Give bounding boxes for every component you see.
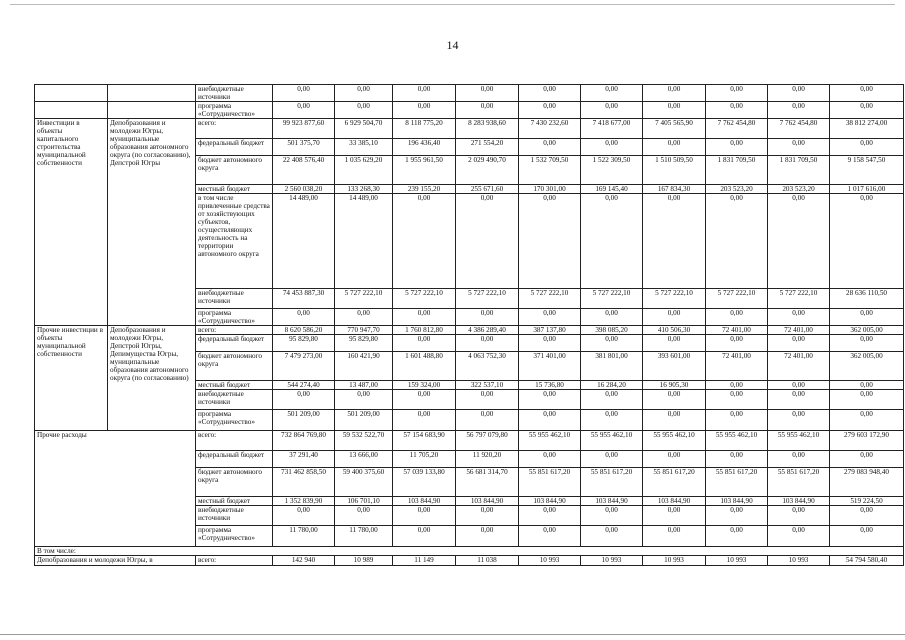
amount-cell: 0,00	[581, 506, 643, 526]
responsible-executor	[108, 102, 196, 119]
amount-cell: 10 989	[335, 556, 393, 566]
amount-cell: 57 039 133,80	[393, 468, 456, 497]
amount-cell: 0,00	[273, 85, 335, 102]
amount-cell: 5 727 222,10	[706, 289, 768, 309]
amount-cell: 22 408 576,40	[273, 156, 335, 185]
amount-cell: 57 154 683,90	[393, 431, 456, 451]
amount-cell: 1 831 709,50	[706, 156, 768, 185]
amount-cell: 0,00	[393, 506, 456, 526]
amount-cell: 103 844,90	[456, 497, 519, 506]
amount-cell: 196 436,40	[393, 139, 456, 156]
amount-cell: 10 993	[519, 556, 581, 566]
amount-cell: 0,00	[519, 85, 581, 102]
amount-cell: 2 029 490,70	[456, 156, 519, 185]
amount-cell: 0,00	[393, 194, 456, 289]
amount-cell: 1 522 309,50	[581, 156, 643, 185]
table-row	[35, 119, 904, 139]
program-name: Прочие инвестиции в объекты муниципальной собственности	[35, 326, 108, 431]
amount-cell: 371 401,00	[519, 352, 581, 381]
funding-source: местный бюджет	[196, 497, 273, 506]
amount-cell: 0,00	[393, 102, 456, 119]
amount-cell: 0,00	[706, 410, 768, 431]
amount-cell: 74 453 887,30	[273, 289, 335, 309]
funding-source: внебюджетные источники	[196, 289, 273, 309]
amount-cell: 0,00	[768, 309, 830, 326]
amount-cell: 0,00	[519, 139, 581, 156]
funding-source: бюджет автономного округа	[196, 352, 273, 381]
program-name	[35, 85, 108, 102]
amount-cell: 33 385,10	[335, 139, 393, 156]
funding-source: внебюджетные источники	[196, 506, 273, 526]
amount-cell: 55 955 462,10	[768, 431, 830, 451]
amount-cell: 0,00	[335, 102, 393, 119]
responsible-executor: Депобразования и молодежи Югры, Депстрой Югры, Депимущества Югры, муниципальные образования автономного округа (по согласованию)	[108, 326, 196, 431]
amount-cell: 0,00	[393, 309, 456, 326]
amount-cell: 5 727 222,10	[393, 289, 456, 309]
amount-cell: 0,00	[768, 194, 830, 289]
amount-cell: 279 083 948,40	[830, 468, 904, 497]
funding-source: федеральный бюджет	[196, 139, 273, 156]
amount-cell: 0,00	[706, 85, 768, 102]
amount-cell: 7 762 454,80	[768, 119, 830, 139]
amount-cell: 142 940	[273, 556, 335, 566]
amount-cell: 13 487,00	[335, 381, 393, 390]
amount-cell: 0,00	[830, 85, 904, 102]
funding-source: всего:	[196, 431, 273, 451]
amount-cell: 0,00	[706, 194, 768, 289]
amount-cell: 0,00	[273, 102, 335, 119]
amount-cell: 0,00	[581, 410, 643, 431]
amount-cell: 1 352 839,90	[273, 497, 335, 506]
amount-cell: 1 955 961,50	[393, 156, 456, 185]
amount-cell: 0,00	[581, 139, 643, 156]
amount-cell: 0,00	[519, 451, 581, 468]
amount-cell: 106 701,10	[335, 497, 393, 506]
amount-cell: 103 844,90	[768, 497, 830, 506]
amount-cell: 0,00	[581, 390, 643, 410]
amount-cell: 99 923 877,60	[273, 119, 335, 139]
amount-cell: 0,00	[643, 451, 706, 468]
amount-cell: 0,00	[830, 194, 904, 289]
amount-cell: 0,00	[706, 390, 768, 410]
amount-cell: 0,00	[830, 335, 904, 352]
page-number: 14	[446, 38, 459, 52]
funding-source: бюджет автономного округа	[196, 468, 273, 497]
amount-cell: 103 844,90	[581, 497, 643, 506]
amount-cell: 72 401,00	[706, 326, 768, 335]
amount-cell: 11 780,00	[273, 526, 335, 547]
amount-cell: 0,00	[456, 410, 519, 431]
program-name: Прочие расходы	[35, 431, 196, 547]
amount-cell: 13 666,00	[335, 451, 393, 468]
responsible-executor	[108, 85, 196, 102]
funding-source: всего:	[196, 556, 273, 566]
amount-cell: 0,00	[393, 390, 456, 410]
funding-source: бюджет автономного округа	[196, 156, 273, 185]
amount-cell: 0,00	[643, 309, 706, 326]
amount-cell: 7 479 273,00	[273, 352, 335, 381]
program-name: Инвестиции в объекты капитального строительства муниципальной собственности	[35, 119, 108, 326]
table-row	[35, 102, 904, 119]
table-row	[35, 85, 904, 102]
amount-cell: 0,00	[643, 194, 706, 289]
amount-cell: 72 401,00	[768, 326, 830, 335]
amount-cell: 11 038	[456, 556, 519, 566]
amount-cell: 95 829,80	[273, 335, 335, 352]
amount-cell: 1 510 509,50	[643, 156, 706, 185]
amount-cell: 1 601 488,80	[393, 352, 456, 381]
amount-cell: 54 794 580,40	[830, 556, 904, 566]
funding-source: местный бюджет	[196, 185, 273, 194]
amount-cell: 7 405 565,90	[643, 119, 706, 139]
amount-cell: 55 851 617,20	[519, 468, 581, 497]
amount-cell: 0,00	[830, 381, 904, 390]
funding-source: в том числе привлеченные средства от хозяйствующих субъектов, осуществляющих деятельность на территории автономного округа	[196, 194, 273, 289]
amount-cell: 0,00	[643, 506, 706, 526]
amount-cell: 279 603 172,90	[830, 431, 904, 451]
amount-cell: 28 636 110,50	[830, 289, 904, 309]
amount-cell: 55 851 617,20	[706, 468, 768, 497]
amount-cell: 501 209,00	[335, 410, 393, 431]
table-row	[35, 556, 904, 566]
funding-source: программа «Сотрудничество»	[196, 526, 273, 547]
table-row	[35, 547, 904, 556]
amount-cell: 133 268,30	[335, 185, 393, 194]
amount-cell: 1 831 709,50	[768, 156, 830, 185]
amount-cell: 0,00	[768, 526, 830, 547]
amount-cell: 10 993	[643, 556, 706, 566]
table-row	[35, 326, 904, 335]
amount-cell: 0,00	[830, 410, 904, 431]
amount-cell: 7 430 232,60	[519, 119, 581, 139]
amount-cell: 0,00	[519, 390, 581, 410]
funding-source: федеральный бюджет	[196, 451, 273, 468]
amount-cell: 0,00	[581, 85, 643, 102]
amount-cell: 5 727 222,10	[581, 289, 643, 309]
amount-cell: 501 209,00	[273, 410, 335, 431]
amount-cell: 0,00	[706, 526, 768, 547]
section-label: В том числе:	[35, 547, 904, 556]
amount-cell: 0,00	[643, 139, 706, 156]
amount-cell: 0,00	[643, 335, 706, 352]
amount-cell: 0,00	[335, 390, 393, 410]
amount-cell: 0,00	[830, 506, 904, 526]
amount-cell: 1 532 709,50	[519, 156, 581, 185]
amount-cell: 398 085,20	[581, 326, 643, 335]
amount-cell: 59 532 522,70	[335, 431, 393, 451]
amount-cell: 37 291,40	[273, 451, 335, 468]
amount-cell: 159 324,00	[393, 381, 456, 390]
amount-cell: 170 301,00	[519, 185, 581, 194]
amount-cell: 55 955 462,10	[581, 431, 643, 451]
amount-cell: 95 829,80	[335, 335, 393, 352]
amount-cell: 7 762 454,80	[706, 119, 768, 139]
amount-cell: 0,00	[456, 506, 519, 526]
amount-cell: 0,00	[581, 335, 643, 352]
amount-cell: 8 118 775,20	[393, 119, 456, 139]
amount-cell: 15 736,80	[519, 381, 581, 390]
amount-cell: 0,00	[456, 85, 519, 102]
amount-cell: 14 489,00	[273, 194, 335, 289]
amount-cell: 1 035 629,20	[335, 156, 393, 185]
amount-cell: 0,00	[768, 451, 830, 468]
amount-cell: 544 274,40	[273, 381, 335, 390]
amount-cell: 0,00	[830, 390, 904, 410]
amount-cell: 0,00	[456, 526, 519, 547]
amount-cell: 519 224,50	[830, 497, 904, 506]
amount-cell: 4 063 752,30	[456, 352, 519, 381]
amount-cell: 103 844,90	[393, 497, 456, 506]
amount-cell: 0,00	[393, 85, 456, 102]
amount-cell: 0,00	[519, 194, 581, 289]
amount-cell: 6 929 504,70	[335, 119, 393, 139]
amount-cell: 239 155,20	[393, 185, 456, 194]
amount-cell: 0,00	[456, 194, 519, 289]
amount-cell: 103 844,90	[706, 497, 768, 506]
amount-cell: 0,00	[273, 390, 335, 410]
amount-cell: 0,00	[393, 526, 456, 547]
amount-cell: 0,00	[706, 139, 768, 156]
amount-cell: 501 375,70	[273, 139, 335, 156]
amount-cell: 0,00	[706, 506, 768, 526]
amount-cell: 5 727 222,10	[643, 289, 706, 309]
amount-cell: 5 727 222,10	[335, 289, 393, 309]
amount-cell: 2 560 038,20	[273, 185, 335, 194]
amount-cell: 11 780,00	[335, 526, 393, 547]
amount-cell: 10 993	[768, 556, 830, 566]
amount-cell: 103 844,90	[643, 497, 706, 506]
amount-cell: 0,00	[768, 102, 830, 119]
funding-source: программа «Сотрудничество»	[196, 102, 273, 119]
amount-cell: 0,00	[519, 410, 581, 431]
amount-cell: 0,00	[643, 85, 706, 102]
amount-cell: 410 506,30	[643, 326, 706, 335]
amount-cell: 0,00	[643, 410, 706, 431]
amount-cell: 0,00	[706, 451, 768, 468]
amount-cell: 8 620 586,20	[273, 326, 335, 335]
bottom-rule	[0, 634, 905, 635]
amount-cell: 55 955 462,10	[706, 431, 768, 451]
amount-cell: 0,00	[519, 335, 581, 352]
amount-cell: 103 844,90	[519, 497, 581, 506]
amount-cell: 0,00	[643, 526, 706, 547]
amount-cell: 169 145,40	[581, 185, 643, 194]
amount-cell: 59 400 375,60	[335, 468, 393, 497]
amount-cell: 0,00	[706, 102, 768, 119]
amount-cell: 167 834,30	[643, 185, 706, 194]
amount-cell: 7 418 677,00	[581, 119, 643, 139]
amount-cell: 0,00	[456, 102, 519, 119]
amount-cell: 160 421,90	[335, 352, 393, 381]
amount-cell: 0,00	[519, 526, 581, 547]
amount-cell: 0,00	[830, 102, 904, 119]
amount-cell: 0,00	[335, 506, 393, 526]
amount-cell: 731 462 858,50	[273, 468, 335, 497]
amount-cell: 203 523,20	[706, 185, 768, 194]
amount-cell: 0,00	[830, 451, 904, 468]
amount-cell: 5 727 222,10	[456, 289, 519, 309]
amount-cell: 4 386 289,40	[456, 326, 519, 335]
amount-cell: 0,00	[335, 85, 393, 102]
program-name: Депобразования и молодежи Югры, в	[35, 556, 196, 566]
amount-cell: 5 727 222,10	[768, 289, 830, 309]
amount-cell: 55 851 617,20	[768, 468, 830, 497]
amount-cell: 362 005,00	[830, 326, 904, 335]
amount-cell: 10 993	[706, 556, 768, 566]
amount-cell: 0,00	[393, 410, 456, 431]
amount-cell: 0,00	[768, 335, 830, 352]
amount-cell: 0,00	[768, 410, 830, 431]
responsible-executor: Депобразования и молодежи Югры, муниципальные образования автономного округа (по согласованию), Депстрой Югры	[108, 119, 196, 326]
amount-cell: 255 671,60	[456, 185, 519, 194]
funding-source: программа «Сотрудничество»	[196, 309, 273, 326]
amount-cell: 0,00	[519, 102, 581, 119]
program-name	[35, 102, 108, 119]
amount-cell: 322 537,10	[456, 381, 519, 390]
amount-cell: 0,00	[706, 381, 768, 390]
amount-cell: 271 554,20	[456, 139, 519, 156]
amount-cell: 72 401,00	[706, 352, 768, 381]
funding-source: внебюджетные источники	[196, 390, 273, 410]
amount-cell: 1 760 812,80	[393, 326, 456, 335]
amount-cell: 0,00	[519, 309, 581, 326]
funding-source: всего:	[196, 119, 273, 139]
amount-cell: 14 489,00	[335, 194, 393, 289]
amount-cell: 16 284,20	[581, 381, 643, 390]
funding-source: местный бюджет	[196, 381, 273, 390]
table-row	[35, 431, 904, 451]
amount-cell: 9 158 547,50	[830, 156, 904, 185]
amount-cell: 11 149	[393, 556, 456, 566]
amount-cell: 55 955 462,10	[643, 431, 706, 451]
amount-cell: 203 523,20	[768, 185, 830, 194]
amount-cell: 10 993	[581, 556, 643, 566]
amount-cell: 55 851 617,20	[581, 468, 643, 497]
amount-cell: 0,00	[456, 335, 519, 352]
amount-cell: 0,00	[273, 506, 335, 526]
amount-cell: 0,00	[273, 309, 335, 326]
funding-source: программа «Сотрудничество»	[196, 410, 273, 431]
amount-cell: 0,00	[393, 335, 456, 352]
amount-cell: 0,00	[830, 139, 904, 156]
amount-cell: 0,00	[456, 390, 519, 410]
amount-cell: 8 283 938,60	[456, 119, 519, 139]
amount-cell: 16 905,30	[643, 381, 706, 390]
amount-cell: 56 797 079,80	[456, 431, 519, 451]
amount-cell: 55 955 462,10	[519, 431, 581, 451]
amount-cell: 72 401,00	[768, 352, 830, 381]
amount-cell: 732 864 769,80	[273, 431, 335, 451]
funding-source: федеральный бюджет	[196, 335, 273, 352]
amount-cell: 393 601,00	[643, 352, 706, 381]
funding-source: внебюджетные источники	[196, 85, 273, 102]
amount-cell: 0,00	[643, 102, 706, 119]
amount-cell: 0,00	[456, 309, 519, 326]
amount-cell: 0,00	[830, 309, 904, 326]
amount-cell: 55 851 617,20	[643, 468, 706, 497]
amount-cell: 381 801,00	[581, 352, 643, 381]
amount-cell: 0,00	[768, 85, 830, 102]
amount-cell: 0,00	[581, 526, 643, 547]
amount-cell: 0,00	[581, 451, 643, 468]
budget-table	[34, 84, 904, 566]
amount-cell: 5 727 222,10	[519, 289, 581, 309]
amount-cell: 0,00	[706, 335, 768, 352]
amount-cell: 56 681 314,70	[456, 468, 519, 497]
amount-cell: 0,00	[581, 309, 643, 326]
amount-cell: 0,00	[643, 390, 706, 410]
amount-cell: 0,00	[768, 381, 830, 390]
amount-cell: 0,00	[519, 506, 581, 526]
top-rule	[10, 4, 895, 5]
amount-cell: 1 017 616,00	[830, 185, 904, 194]
amount-cell: 0,00	[581, 194, 643, 289]
amount-cell: 0,00	[768, 506, 830, 526]
amount-cell: 0,00	[768, 390, 830, 410]
amount-cell: 0,00	[335, 309, 393, 326]
amount-cell: 387 137,80	[519, 326, 581, 335]
amount-cell: 362 005,00	[830, 352, 904, 381]
amount-cell: 11 705,20	[393, 451, 456, 468]
amount-cell: 0,00	[830, 526, 904, 547]
amount-cell: 0,00	[581, 102, 643, 119]
amount-cell: 770 947,70	[335, 326, 393, 335]
amount-cell: 11 920,20	[456, 451, 519, 468]
amount-cell: 38 812 274,00	[830, 119, 904, 139]
amount-cell: 0,00	[706, 309, 768, 326]
funding-source: всего:	[196, 326, 273, 335]
amount-cell: 0,00	[768, 139, 830, 156]
